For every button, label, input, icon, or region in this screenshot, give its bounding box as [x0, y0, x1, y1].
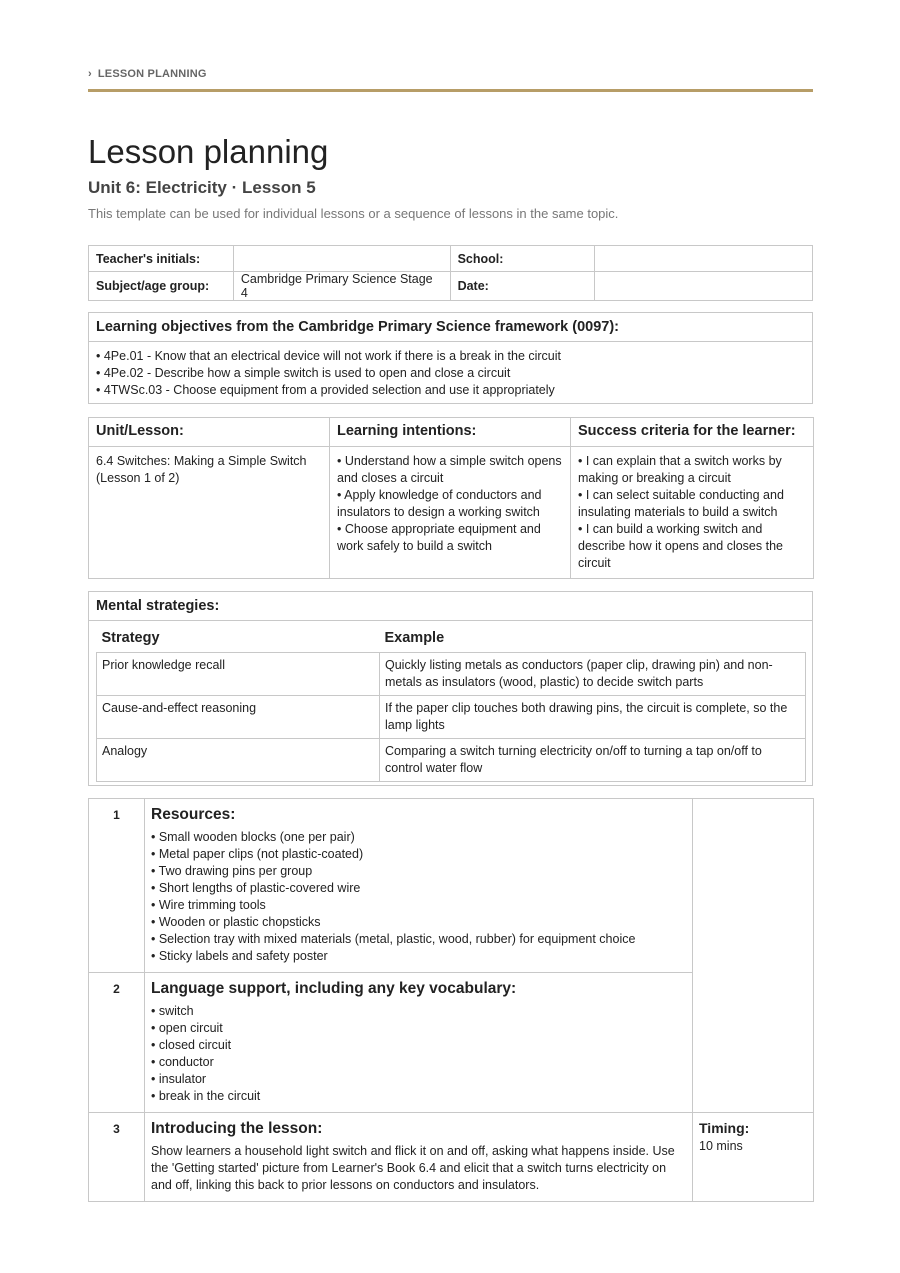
list-item: • Sticky labels and safety poster [151, 949, 328, 963]
resources-list [151, 829, 686, 965]
list-item: • 4TWSc.03 - Choose equipment from a provided selection and use it appropriately [96, 383, 555, 397]
breadcrumb-label: LESSON PLANNING [97, 68, 207, 80]
list-item: • closed circuit [151, 1038, 232, 1052]
mental-strategies-box [88, 591, 813, 786]
mental-strategies-heading: Mental strategies: [89, 592, 812, 621]
teacher-initials-label: Teacher's initials: [89, 246, 234, 272]
timing-blank-cell [693, 799, 814, 1113]
date-field[interactable] [595, 272, 813, 301]
table-row [89, 1113, 814, 1202]
example-cell: If the paper clip touches both drawing pins, the circuit is complete, so the lamp lights [380, 696, 806, 739]
example-cell: Quickly listing metals as conductors (paper clip, drawing pin) and non-metals as insulators (wood, plastic) to decide switch parts [380, 653, 806, 696]
list-item: • insulator [151, 1072, 207, 1086]
learning-objectives-box [88, 312, 813, 404]
table-row [97, 696, 806, 739]
subject-age-field[interactable]: Cambridge Primary Science Stage 4 [233, 272, 450, 301]
list-item: • Understand how a simple switch opens and closes a circuit [337, 454, 562, 485]
list-item: • switch [151, 1004, 194, 1018]
timing-value: 10 mins [699, 1139, 743, 1153]
timing-label: Timing: [699, 1120, 750, 1136]
learning-intentions-header: Learning intentions: [330, 418, 571, 447]
teacher-info-table [88, 245, 813, 301]
list-item: • break in the circuit [151, 1089, 261, 1103]
list-item: • Two drawing pins per group [151, 864, 313, 878]
unit-lesson-value: 6.4 Switches: Making a Simple Switch (Lesson 1 of 2) [89, 447, 330, 579]
unit-lesson-header: Unit/Lesson: [89, 418, 330, 447]
resources-heading: Resources: [151, 806, 236, 823]
table-row [89, 799, 814, 973]
list-item: • Small wooden blocks (one per pair) [151, 830, 355, 844]
introduction-heading: Introducing the lesson: [151, 1120, 323, 1137]
introduction-text: Show learners a household light switch and flick it on and off, asking what happens inside. Use the 'Getting started' picture from Learner's Book 6.4 and elicit that a switch turns electricity on and off, linking this back to prior lessons on conductors and insulators. [151, 1144, 675, 1192]
strategy-cell: Analogy [97, 739, 380, 782]
list-item: • Metal paper clips (not plastic-coated) [151, 847, 364, 861]
list-item: • 4Pe.01 - Know that an electrical device will not work if there is a break in the circuit [96, 349, 562, 363]
lesson-plan-table [88, 798, 814, 1202]
list-item: • Short lengths of plastic-covered wire [151, 881, 361, 895]
unit-lesson-table [88, 417, 814, 579]
date-label: Date: [450, 272, 595, 301]
list-item: • I can explain that a switch works by making or breaking a circuit [578, 454, 782, 485]
timing-cell [693, 1113, 814, 1202]
success-criteria-cell [571, 447, 814, 579]
strategy-header: Strategy [101, 630, 160, 646]
list-item: • I can build a working switch and describe how it opens and closes the circuit [578, 522, 783, 570]
success-criteria-header: Success criteria for the learner: [571, 418, 814, 447]
page-title: Lesson planning [88, 133, 329, 170]
teacher-initials-field[interactable] [233, 246, 450, 272]
language-support-section [145, 973, 693, 1113]
list-item: • Choose appropriate equipment and work safely to build a switch [337, 522, 541, 553]
list-item: • open circuit [151, 1021, 223, 1035]
section-number: 2 [89, 973, 145, 1113]
strategy-cell: Cause-and-effect reasoning [97, 696, 380, 739]
example-cell: Comparing a switch turning electricity on/off to turning a tap on/off to control water flow [380, 739, 806, 782]
list-item: • conductor [151, 1055, 214, 1069]
language-support-heading: Language support, including any key vocabulary: [151, 980, 517, 997]
page-description: This template can be used for individual lessons or a sequence of lessons in the same topic. [88, 206, 619, 221]
strategy-cell: Prior knowledge recall [97, 653, 380, 696]
vocabulary-list [151, 1003, 686, 1105]
list-item: • Apply knowledge of conductors and insulators to design a working switch [337, 488, 542, 519]
school-field[interactable] [595, 246, 813, 272]
list-item: • 4Pe.02 - Describe how a simple switch is used to open and close a circuit [96, 366, 511, 380]
example-header: Example [384, 630, 445, 646]
learning-objectives-heading: Learning objectives from the Cambridge Primary Science framework (0097): [89, 313, 812, 342]
learning-intentions-cell [330, 447, 571, 579]
breadcrumb[interactable] [88, 68, 207, 80]
list-item: • Selection tray with mixed materials (metal, plastic, wood, rubber) for equipment choice [151, 932, 636, 946]
learning-objectives-list [89, 342, 812, 405]
mental-strategies-table [96, 624, 806, 782]
resources-section [145, 799, 693, 973]
school-label: School: [450, 246, 595, 272]
list-item: • Wire trimming tools [151, 898, 266, 912]
section-number: 3 [89, 1113, 145, 1202]
list-item: • Wooden or plastic chopsticks [151, 915, 321, 929]
list-item: • I can select suitable conducting and insulating materials to build a switch [578, 488, 784, 519]
introduction-section [145, 1113, 693, 1202]
subject-age-label: Subject/age group: [89, 272, 234, 301]
table-row [97, 653, 806, 696]
section-number: 1 [89, 799, 145, 973]
page-subtitle: Unit 6: Electricity · Lesson 5 [88, 178, 316, 197]
chevron-right-icon: › [88, 68, 92, 80]
table-row [97, 739, 806, 782]
header-divider [88, 89, 813, 92]
